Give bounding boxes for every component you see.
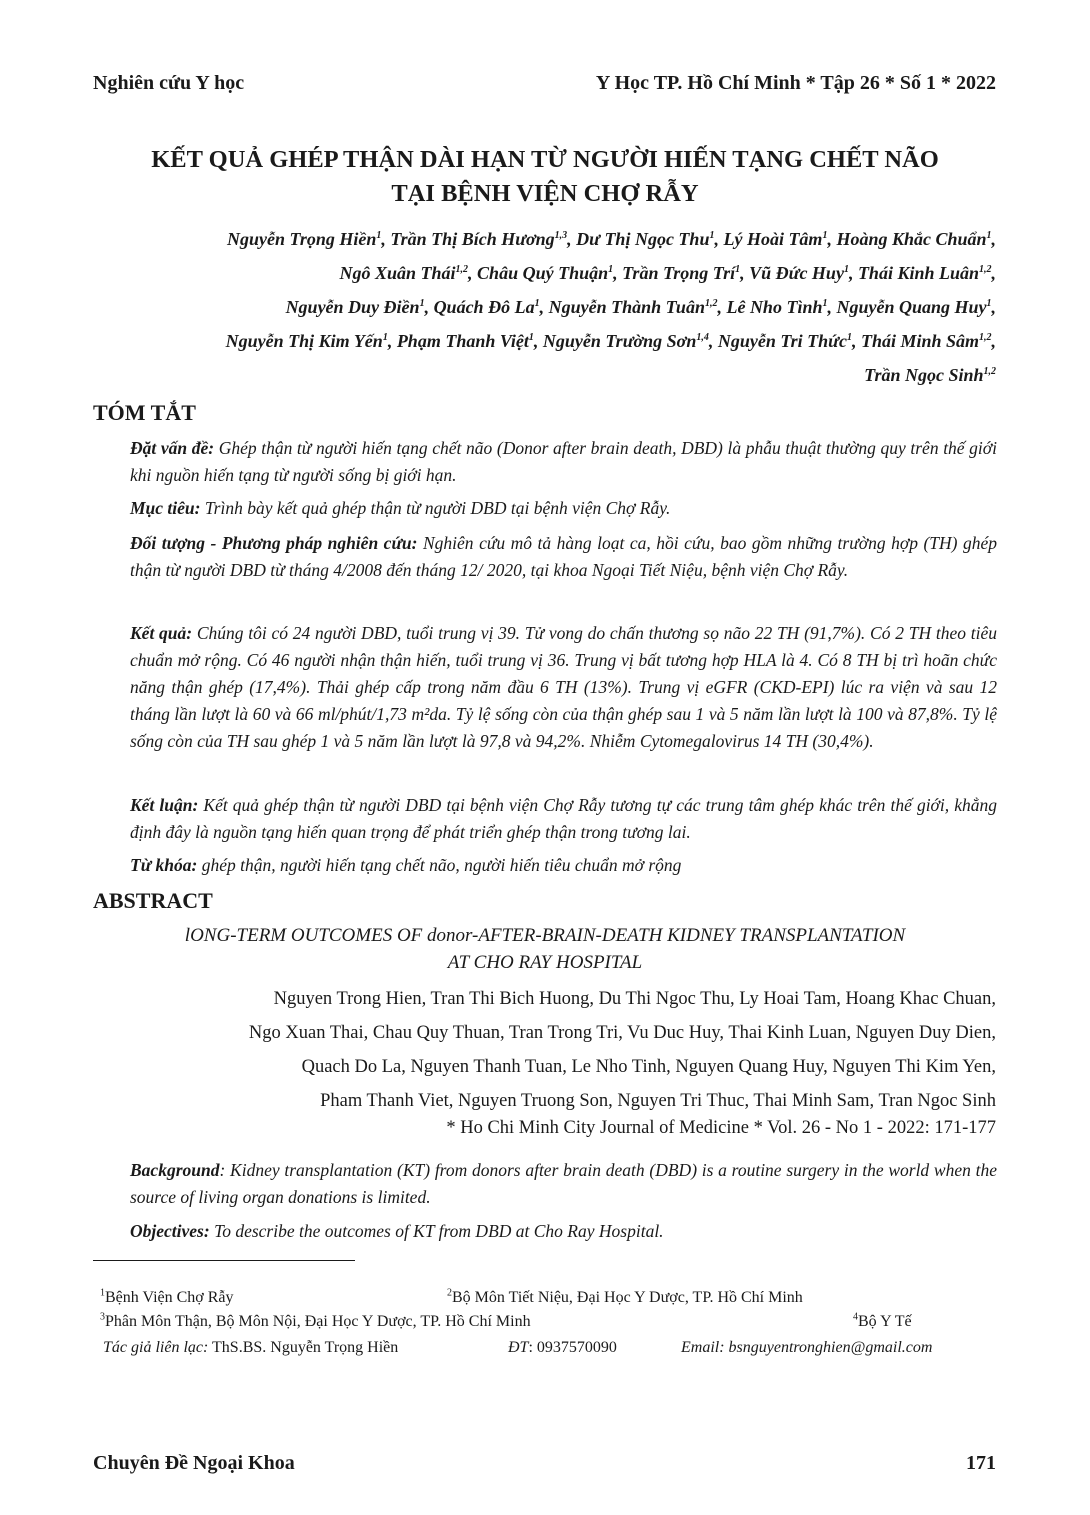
author-affiliation-marker: 1 xyxy=(843,264,849,275)
author-affiliation-marker: 1 xyxy=(986,298,992,309)
email: Email: bsnguyentronghien@gmail.com xyxy=(681,1339,933,1356)
summary-paragraph xyxy=(93,620,997,755)
author-affiliation-marker: 1,2 xyxy=(983,366,996,377)
running-header-section: Nghiên cứu Y học xyxy=(93,72,245,94)
author-affiliation-marker: 1 xyxy=(846,332,852,343)
page-number: 171 xyxy=(966,1452,996,1474)
author-name: Trần Thị Bích Hương xyxy=(390,229,555,249)
author-name: Lý Hoài Tâm xyxy=(723,229,823,249)
author-affiliation-marker: 1 xyxy=(709,230,715,241)
abstract-title-line-1: lONG-TERM OUTCOMES OF donor-AFTER-BRAIN-DEATH KIDNEY TRANSPLANTATION xyxy=(184,925,906,946)
summary-paragraph xyxy=(93,435,997,489)
author-line: Nguyễn Trọng Hiền$^1$, Trần Thị Bích Hương$^{1,3}$, Dư Thị Ngọc Thu$^1$, Lý Hoài Tâm$^1$, Hoàng Khắc Chuẩn$^1$, xyxy=(227,229,996,249)
author-name: Trần Ngọc Sinh xyxy=(864,365,984,385)
author-name: Nguyễn Trường Sơn xyxy=(542,331,697,351)
author-affiliation-marker: 1 xyxy=(382,332,388,343)
affiliation-3: $^3$Phân Môn Thận, Bộ Môn Nội, Đại Học Y Dược, TP. Hồ Chí Minh xyxy=(100,1311,531,1330)
keywords-text: ghép thận, người hiến tạng chết não, người hiến tiêu chuẩn mở rộng xyxy=(197,855,682,875)
author-name: Quách Đô La xyxy=(433,297,535,317)
abstract-title-line-2: AT CHO RAY HOSPITAL xyxy=(447,952,643,973)
author-affiliation-marker: 1 xyxy=(376,230,382,241)
abstract-paragraph xyxy=(93,1218,997,1245)
affiliation-1: $^1$Bệnh Viện Chợ Rẫy xyxy=(100,1287,234,1306)
author-name: Thái Kinh Luân xyxy=(857,263,979,283)
author-name: Trần Trọng Trí xyxy=(622,263,736,283)
phone: ĐT: 0937570090 xyxy=(508,1339,617,1356)
author-affiliation-marker: 1,2 xyxy=(704,298,718,309)
abstract-lead: Background xyxy=(130,1160,220,1180)
summary-paragraph xyxy=(93,530,997,584)
keywords xyxy=(93,852,997,879)
author-name: Nguyễn Tri Thức xyxy=(717,331,847,351)
author-name: Lê Nho Tình xyxy=(726,297,823,317)
author-name: Nguyễn Duy Điền xyxy=(285,297,420,317)
summary-lead: Đối tượng - Phương pháp nghiên cứu: xyxy=(130,533,418,553)
abstract-text: To describe the outcomes of KT from DBD at Cho Ray Hospital. xyxy=(209,1221,664,1241)
abstract-title xyxy=(93,922,997,976)
author-name: Thái Minh Sâm xyxy=(860,331,979,351)
summary-text: Kết quả ghép thận từ người DBD tại bệnh viện Chợ Rẫy tương tự các trung tâm ghép khác trên thế giới, khẳng định đây là nguồn tạng hiến quan trọng để phát triển ghép thận trong tương lai. xyxy=(130,795,997,842)
author-line: Pham Thanh Viet, Nguyen Truong Son, Nguyen Tri Thuc, Thai Minh Sam, Tran Ngoc Sinh xyxy=(320,1091,996,1111)
author-affiliation-marker: 1,2 xyxy=(979,264,992,275)
summary-text: Nghiên cứu mô tả hàng loạt ca, hồi cứu, bao gồm những trường hợp (TH) ghép thận từ người DBD từ tháng 4/2008 đến tháng 12/ 2020, tại khoa Ngoại Tiết Niệu, bệnh viện Chợ Rẫy. xyxy=(130,533,998,580)
author-name: Hoàng Khắc Chuẩn xyxy=(836,229,987,249)
abstract-text: : Kidney transplantation (KT) from donors after brain death (DBD) is a routine surgery in the world when the source of living organ donations is limited. xyxy=(130,1160,997,1207)
author-affiliation-marker: 1 xyxy=(534,298,540,309)
author-list-vi xyxy=(76,222,996,392)
summary-text: Trình bày kết quả ghép thận từ người DBD tại bệnh viện Chợ Rẫy. xyxy=(200,498,671,518)
author-affiliation-marker: 1 xyxy=(419,298,425,309)
author-affiliation-marker: 1 xyxy=(528,332,534,343)
author-affiliation-marker: 1 xyxy=(735,264,741,275)
author-name: Nguyễn Trọng Hiền xyxy=(227,229,377,249)
author-line xyxy=(76,358,996,392)
abstract-lead: Objectives: xyxy=(130,1221,210,1241)
keywords-label: Từ khóa: xyxy=(130,855,198,875)
summary-text: Ghép thận từ người hiến tạng chết não (Donor after brain death, DBD) là phẫu thuật thường quy trên thế giới khi nguồn hiến tạng từ người sống bị giới hạn. xyxy=(130,438,997,485)
author-affiliation-marker: 1 xyxy=(986,230,992,241)
article-title-line-2: TẠI BỆNH VIỆN CHỢ RẪY xyxy=(391,180,699,207)
author-name: Nguyễn Thành Tuân xyxy=(548,297,705,317)
summary-text: Chúng tôi có 24 người DBD, tuổi trung vị 39. Tử vong do chấn thương sọ não 22 TH (91,7%). Có 2 TH theo tiêu chuẩn mở rộng. Có 46 người nhận thận hiến, tuổi trung vị 36. Trung vị bất tương hợp HLA là 4. Có 8 TH bị trì hoãn chức năng thận ghép (17,4%). Thải ghép cấp trong năm đầu 6 TH (13%). Trung vị eGFR (CKD-EPI) lúc ra viện và sau 12 tháng lần lượt là 60 và 66 ml/phút/1,73 m²da. Tỷ lệ sống còn của thận ghép sau 1 và 5 năm lần lượt là 100 và 87,8%. Tỷ lệ sống còn của TH sau ghép 1 và 5 năm lần lượt là 97,8 và 94,2%. Nhiễm Cytomegalovirus 14 TH (30,4%). xyxy=(130,623,997,751)
author-line: Nguyễn Thị Kim Yến$^1$, Phạm Thanh Việt$^1$, Nguyễn Trường Sơn$^{1,4}$, Nguyễn Tri Thức$^1$, Thái Minh Sâm$^{1,2}$, xyxy=(225,331,996,351)
affiliation-2: $^2$Bộ Môn Tiết Niệu, Đại Học Y Dược, TP. Hồ Chí Minh xyxy=(447,1287,803,1306)
affiliation-4: $^4$Bộ Y Tế xyxy=(853,1311,912,1330)
author-line: Quach Do La, Nguyen Thanh Tuan, Le Nho Tinh, Nguyen Quang Huy, Nguyen Thi Kim Yen, xyxy=(301,1057,996,1077)
author-affiliation-marker: 1 xyxy=(608,264,614,275)
journal-citation: * Ho Chi Minh City Journal of Medicine * Vol. 26 - No 1 - 2022: 171-177 xyxy=(446,1118,996,1138)
author-name: Vũ Đức Huy xyxy=(749,263,844,283)
running-footer-section: Chuyên Đề Ngoại Khoa xyxy=(93,1452,295,1474)
article-title-line-1: KẾT QUẢ GHÉP THẬN DÀI HẠN TỪ NGƯỜI HIẾN TẠNG CHẾT NÃO xyxy=(151,146,939,173)
author-line: Nguyễn Duy Điền$^1$, Quách Đô La$^1$, Nguyễn Thành Tuân$^{1,2}$, Lê Nho Tình$^1$, Nguyễn Quang Huy$^1$, xyxy=(285,297,996,317)
author-name: Nguyễn Quang Huy xyxy=(836,297,987,317)
footnote-divider xyxy=(93,1260,355,1261)
author-affiliation-marker: 1 xyxy=(822,230,828,241)
author-affiliation-marker: 1,2 xyxy=(979,332,992,343)
author-affiliation-marker: 1 xyxy=(822,298,828,309)
author-name: Phạm Thanh Việt xyxy=(396,331,529,351)
author-line: Ngo Xuan Thai, Chau Quy Thuan, Tran Trong Tri, Vu Duc Huy, Thai Kinh Luan, Nguyen Duy Dien, xyxy=(248,1023,996,1043)
author-name: Dư Thị Ngọc Thu xyxy=(576,229,710,249)
author-affiliation-marker: 1,4 xyxy=(696,332,709,343)
summary-heading: TÓM TẮT xyxy=(93,400,196,425)
author-list-en xyxy=(76,982,996,1118)
author-name: Ngô Xuân Thái xyxy=(339,263,456,283)
author-affiliation-marker: 1,2 xyxy=(455,264,469,275)
summary-lead: Kết quả: xyxy=(130,623,193,643)
summary-paragraph xyxy=(93,495,997,522)
summary-lead: Kết luận: xyxy=(130,795,199,815)
author-line: Ngô Xuân Thái$^{1,2}$, Châu Quý Thuận$^1$, Trần Trọng Trí$^1$, Vũ Đức Huy$^1$, Thái Kinh Luân$^{1,2}$, xyxy=(339,263,996,283)
author-affiliation-marker: 1,3 xyxy=(554,230,568,241)
author-line: Nguyen Trong Hien, Tran Thi Bich Huong, Du Thi Ngoc Thu, Ly Hoai Tam, Hoang Khac Chuan, xyxy=(273,989,996,1009)
running-header-journal: Y Học TP. Hồ Chí Minh * Tập 26 * Số 1 * 2022 xyxy=(595,72,996,94)
abstract-heading: ABSTRACT xyxy=(93,888,213,913)
author-name: Châu Quý Thuận xyxy=(477,263,609,283)
summary-lead: Đặt vấn đề: xyxy=(130,438,215,458)
summary-lead: Mục tiêu: xyxy=(130,498,201,518)
article-title xyxy=(93,143,997,211)
summary-paragraph xyxy=(93,792,997,846)
author-name: Nguyễn Thị Kim Yến xyxy=(225,331,383,351)
abstract-paragraph xyxy=(93,1157,997,1211)
corresponding-author: Tác giả liên lạc: ThS.BS. Nguyễn Trọng Hiền xyxy=(103,1339,399,1356)
